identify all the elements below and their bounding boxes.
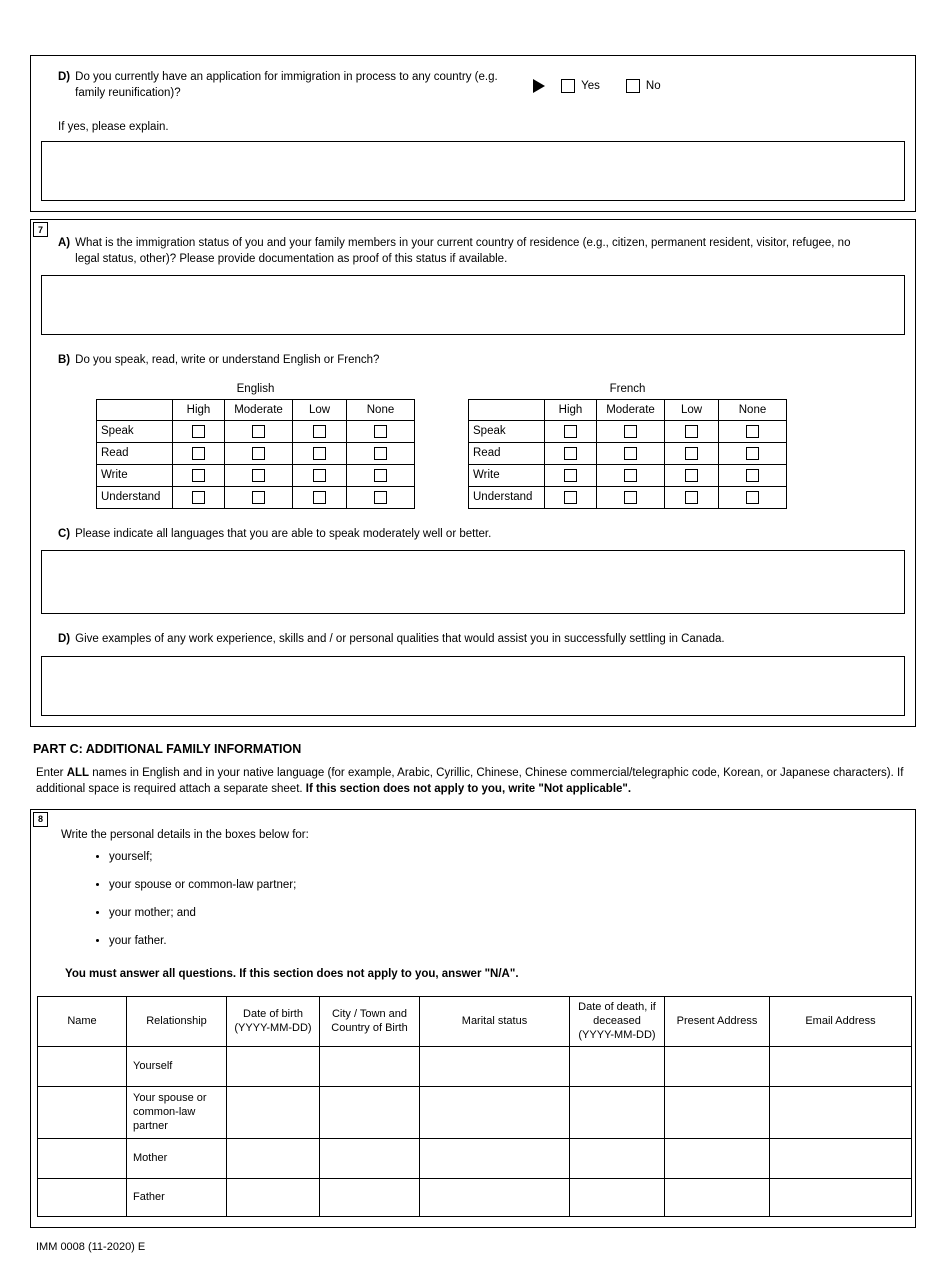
cell: [173, 464, 225, 486]
column-header-none: None: [347, 399, 415, 420]
immigration-status-field[interactable]: [41, 275, 905, 335]
checkbox-french-write-none[interactable]: [746, 469, 759, 482]
family-table-cell[interactable]: [227, 1046, 320, 1086]
column-header-relationship: Relationship: [127, 996, 227, 1046]
column-header-low: Low: [665, 399, 719, 420]
checkbox-french-understand-high[interactable]: [564, 491, 577, 504]
cell: [293, 464, 347, 486]
family-table-cell[interactable]: [570, 1138, 665, 1178]
table-row: [97, 486, 415, 508]
cell: [347, 420, 415, 442]
column-header-birthplace: City / Town and Country of Birth: [320, 996, 420, 1046]
corner-cell: [97, 399, 173, 420]
question-label: D): [58, 71, 71, 83]
table-row: [469, 464, 787, 486]
row-label-write: Write: [469, 464, 545, 486]
work-experience-field[interactable]: [41, 656, 905, 716]
french-language-table: [468, 399, 787, 509]
family-table-cell[interactable]: [665, 1086, 770, 1138]
checkbox-french-speak-low[interactable]: [685, 425, 698, 438]
column-header-low: Low: [293, 399, 347, 420]
checkbox-english-understand-low[interactable]: [313, 491, 326, 504]
application-explain-field[interactable]: [41, 141, 905, 201]
row-label-speak: Speak: [97, 420, 173, 442]
cell: [597, 442, 665, 464]
column-header-none: None: [719, 399, 787, 420]
question-label: A): [58, 237, 71, 250]
relationship-label: Yourself: [127, 1046, 227, 1086]
family-table-cell[interactable]: [770, 1046, 912, 1086]
cell: [719, 464, 787, 486]
family-table-cell[interactable]: [770, 1086, 912, 1138]
row-label-speak: Speak: [469, 420, 545, 442]
column-header-marital-status: Marital status: [420, 996, 570, 1046]
family-table-cell[interactable]: [420, 1138, 570, 1178]
cell: [225, 442, 293, 464]
checkbox-english-speak-none[interactable]: [374, 425, 387, 438]
family-table-row-mother: [38, 1138, 912, 1178]
english-table-block: [96, 383, 415, 509]
table-header-row: [469, 399, 787, 420]
cell: [225, 420, 293, 442]
checkbox-french-speak-moderate[interactable]: [624, 425, 637, 438]
question-7d: [31, 614, 915, 648]
checkbox-english-understand-moderate[interactable]: [252, 491, 265, 504]
checkbox-french-understand-none[interactable]: [746, 491, 759, 504]
family-table-cell[interactable]: [665, 1138, 770, 1178]
cell: [293, 486, 347, 508]
question-body: Do you speak, read, write or understand English or French?: [75, 354, 380, 367]
cell: [347, 486, 415, 508]
family-table-cell[interactable]: [38, 1138, 127, 1178]
family-table-cell[interactable]: [665, 1178, 770, 1216]
list-item: • your spouse or common-law partner;: [109, 878, 915, 893]
cell: [545, 442, 597, 464]
family-table-cell[interactable]: [770, 1178, 912, 1216]
cell: [665, 486, 719, 508]
cell: [293, 420, 347, 442]
checkbox-french-understand-low[interactable]: [685, 491, 698, 504]
family-table-cell[interactable]: [570, 1046, 665, 1086]
family-table-cell[interactable]: [570, 1178, 665, 1216]
table-header-row: [97, 399, 415, 420]
checkbox-english-understand-high[interactable]: [192, 491, 205, 504]
question-row: [31, 56, 915, 101]
column-header-email-address: Email Address: [770, 996, 912, 1046]
part-c-title: PART C: ADDITIONAL FAMILY INFORMATION: [33, 741, 302, 756]
section-8: [30, 809, 916, 1228]
cell: [545, 420, 597, 442]
family-table-cell[interactable]: [320, 1046, 420, 1086]
french-table-block: [468, 383, 787, 509]
question-7c: [31, 509, 915, 543]
family-table-row-yourself: [38, 1046, 912, 1086]
checkbox-french-understand-moderate[interactable]: [624, 491, 637, 504]
list-item: • your father.: [109, 934, 915, 949]
row-label-write: Write: [97, 464, 173, 486]
question-label: D): [58, 633, 71, 646]
table-row: [97, 464, 415, 486]
no-checkbox[interactable]: [626, 79, 640, 93]
form-page: [0, 55, 950, 1285]
cell: [665, 420, 719, 442]
checkbox-french-read-low[interactable]: [685, 447, 698, 460]
yes-label: Yes: [581, 79, 600, 92]
question-label: B): [58, 354, 71, 367]
checkbox-english-read-low[interactable]: [313, 447, 326, 460]
checkbox-english-write-none[interactable]: [374, 469, 387, 482]
family-table-cell[interactable]: [320, 1178, 420, 1216]
family-table-cell[interactable]: [770, 1138, 912, 1178]
list-item: • yourself;: [109, 850, 915, 865]
pointer-arrow-icon: [533, 79, 545, 93]
relationship-label: Mother: [127, 1138, 227, 1178]
intro-text-bold: If this section does not apply to you, write "Not applicable".: [305, 782, 632, 795]
column-header-moderate: Moderate: [225, 399, 293, 420]
question-label: C): [58, 527, 71, 540]
checkbox-french-write-moderate[interactable]: [624, 469, 637, 482]
table-row: [469, 420, 787, 442]
checkbox-french-speak-high[interactable]: [564, 425, 577, 438]
row-label-understand: Understand: [469, 486, 545, 508]
family-table-cell[interactable]: [227, 1178, 320, 1216]
french-table-title: French: [609, 382, 646, 395]
column-header-date-of-death: Date of death, if deceased (YYYY-MM-DD): [570, 996, 665, 1046]
family-table-cell[interactable]: [38, 1178, 127, 1216]
cell: [173, 442, 225, 464]
corner-cell: [469, 399, 545, 420]
checkbox-english-speak-low[interactable]: [313, 425, 326, 438]
section-7: [30, 219, 916, 727]
language-tables: [96, 383, 915, 509]
cell: [225, 486, 293, 508]
section-8-bullet-list: [109, 850, 915, 949]
column-header-name: Name: [38, 996, 127, 1046]
question-body: Do you currently have an application for immigration in process to any country (e.g. family reunification)?: [75, 71, 498, 99]
cell: [545, 486, 597, 508]
table-row: [469, 442, 787, 464]
column-header-high: High: [173, 399, 225, 420]
checkbox-english-read-none[interactable]: [374, 447, 387, 460]
checkbox-english-speak-moderate[interactable]: [252, 425, 265, 438]
checkbox-english-read-high[interactable]: [192, 447, 205, 460]
cell: [719, 442, 787, 464]
family-table-cell[interactable]: [420, 1086, 570, 1138]
question-7b: [31, 335, 915, 369]
family-information-table: [37, 996, 912, 1217]
question-body: Give examples of any work experience, skills and / or personal qualities that would assist you in successfully settling in Canada.: [75, 633, 725, 646]
checkbox-english-write-high[interactable]: [192, 469, 205, 482]
relationship-label: Father: [127, 1178, 227, 1216]
checkbox-english-read-moderate[interactable]: [252, 447, 265, 460]
column-header-moderate: Moderate: [597, 399, 665, 420]
cell: [665, 464, 719, 486]
checkbox-english-write-low[interactable]: [313, 469, 326, 482]
cell: [293, 442, 347, 464]
section-number-badge: 7: [33, 222, 48, 237]
checkbox-french-read-moderate[interactable]: [624, 447, 637, 460]
table-row: [97, 442, 415, 464]
relationship-label: Your spouse or common-law partner: [127, 1086, 227, 1138]
list-item: • your mother; and: [109, 906, 915, 921]
section-8-note: You must answer all questions. If this section does not apply to you, answer "N/A".: [65, 967, 519, 980]
english-table-title: English: [236, 382, 275, 395]
table-row: [97, 420, 415, 442]
section-8-intro: Write the personal details in the boxes below for:: [61, 828, 309, 841]
row-label-read: Read: [97, 442, 173, 464]
family-table-row-father: [38, 1178, 912, 1216]
question-text: [58, 70, 515, 101]
cell: [545, 464, 597, 486]
cell: [665, 442, 719, 464]
checkbox-english-write-moderate[interactable]: [252, 469, 265, 482]
checkbox-english-understand-none[interactable]: [374, 491, 387, 504]
family-table-cell[interactable]: [38, 1086, 127, 1138]
cell: [225, 464, 293, 486]
cell: [719, 420, 787, 442]
checkbox-french-write-high[interactable]: [564, 469, 577, 482]
question-7a: [31, 220, 915, 267]
yes-no-group: [533, 79, 660, 93]
checkbox-french-write-low[interactable]: [685, 469, 698, 482]
part-c-intro: [36, 765, 914, 797]
family-table-cell[interactable]: [320, 1138, 420, 1178]
row-label-read: Read: [469, 442, 545, 464]
family-table-cell[interactable]: [420, 1178, 570, 1216]
intro-text-bold: ALL: [66, 766, 90, 779]
family-table-cell[interactable]: [420, 1046, 570, 1086]
section-number-badge: 8: [33, 812, 48, 827]
family-table-cell[interactable]: [227, 1086, 320, 1138]
explain-label: If yes, please explain.: [58, 121, 169, 134]
family-table-cell[interactable]: [227, 1138, 320, 1178]
family-table-cell[interactable]: [38, 1046, 127, 1086]
table-row: [469, 486, 787, 508]
languages-field[interactable]: [41, 550, 905, 614]
question-body: What is the immigration status of you and your family members in your current country of residence (e.g., citizen, permanent resident, visitor, refugee, no legal status, other)? Please provide documentation as proof of this status if available.: [75, 237, 851, 265]
column-header-high: High: [545, 399, 597, 420]
column-header-date-of-birth: Date of birth (YYYY-MM-DD): [227, 996, 320, 1046]
cell: [173, 420, 225, 442]
family-table-cell[interactable]: [320, 1086, 420, 1138]
table-header-row: [38, 996, 912, 1046]
cell: [597, 464, 665, 486]
cell: [597, 486, 665, 508]
checkbox-french-speak-none[interactable]: [746, 425, 759, 438]
checkbox-english-speak-high[interactable]: [192, 425, 205, 438]
cell: [173, 486, 225, 508]
family-table-cell[interactable]: [665, 1046, 770, 1086]
form-code: IMM 0008 (11-2020) E: [36, 1240, 146, 1253]
yes-checkbox[interactable]: [561, 79, 575, 93]
column-header-present-address: Present Address: [665, 996, 770, 1046]
checkbox-french-read-high[interactable]: [564, 447, 577, 460]
checkbox-french-read-none[interactable]: [746, 447, 759, 460]
cell: [347, 464, 415, 486]
cell: [719, 486, 787, 508]
family-table-cell[interactable]: [570, 1086, 665, 1138]
intro-text: names in English and in your native language (for example, Arabic, Cyrillic, Chinese, Chinese commercial/telegraphic code, Korean, or Japanese characters). If additional space is required attach a separate sheet.: [36, 766, 904, 795]
family-table-row-spouse: [38, 1086, 912, 1138]
no-label: No: [645, 79, 661, 92]
cell: [347, 442, 415, 464]
intro-text: Enter: [36, 766, 67, 779]
cell: [597, 420, 665, 442]
english-language-table: [96, 399, 415, 509]
section-application-in-process: [30, 55, 916, 212]
row-label-understand: Understand: [97, 486, 173, 508]
question-body: Please indicate all languages that you are able to speak moderately well or better.: [75, 527, 492, 540]
